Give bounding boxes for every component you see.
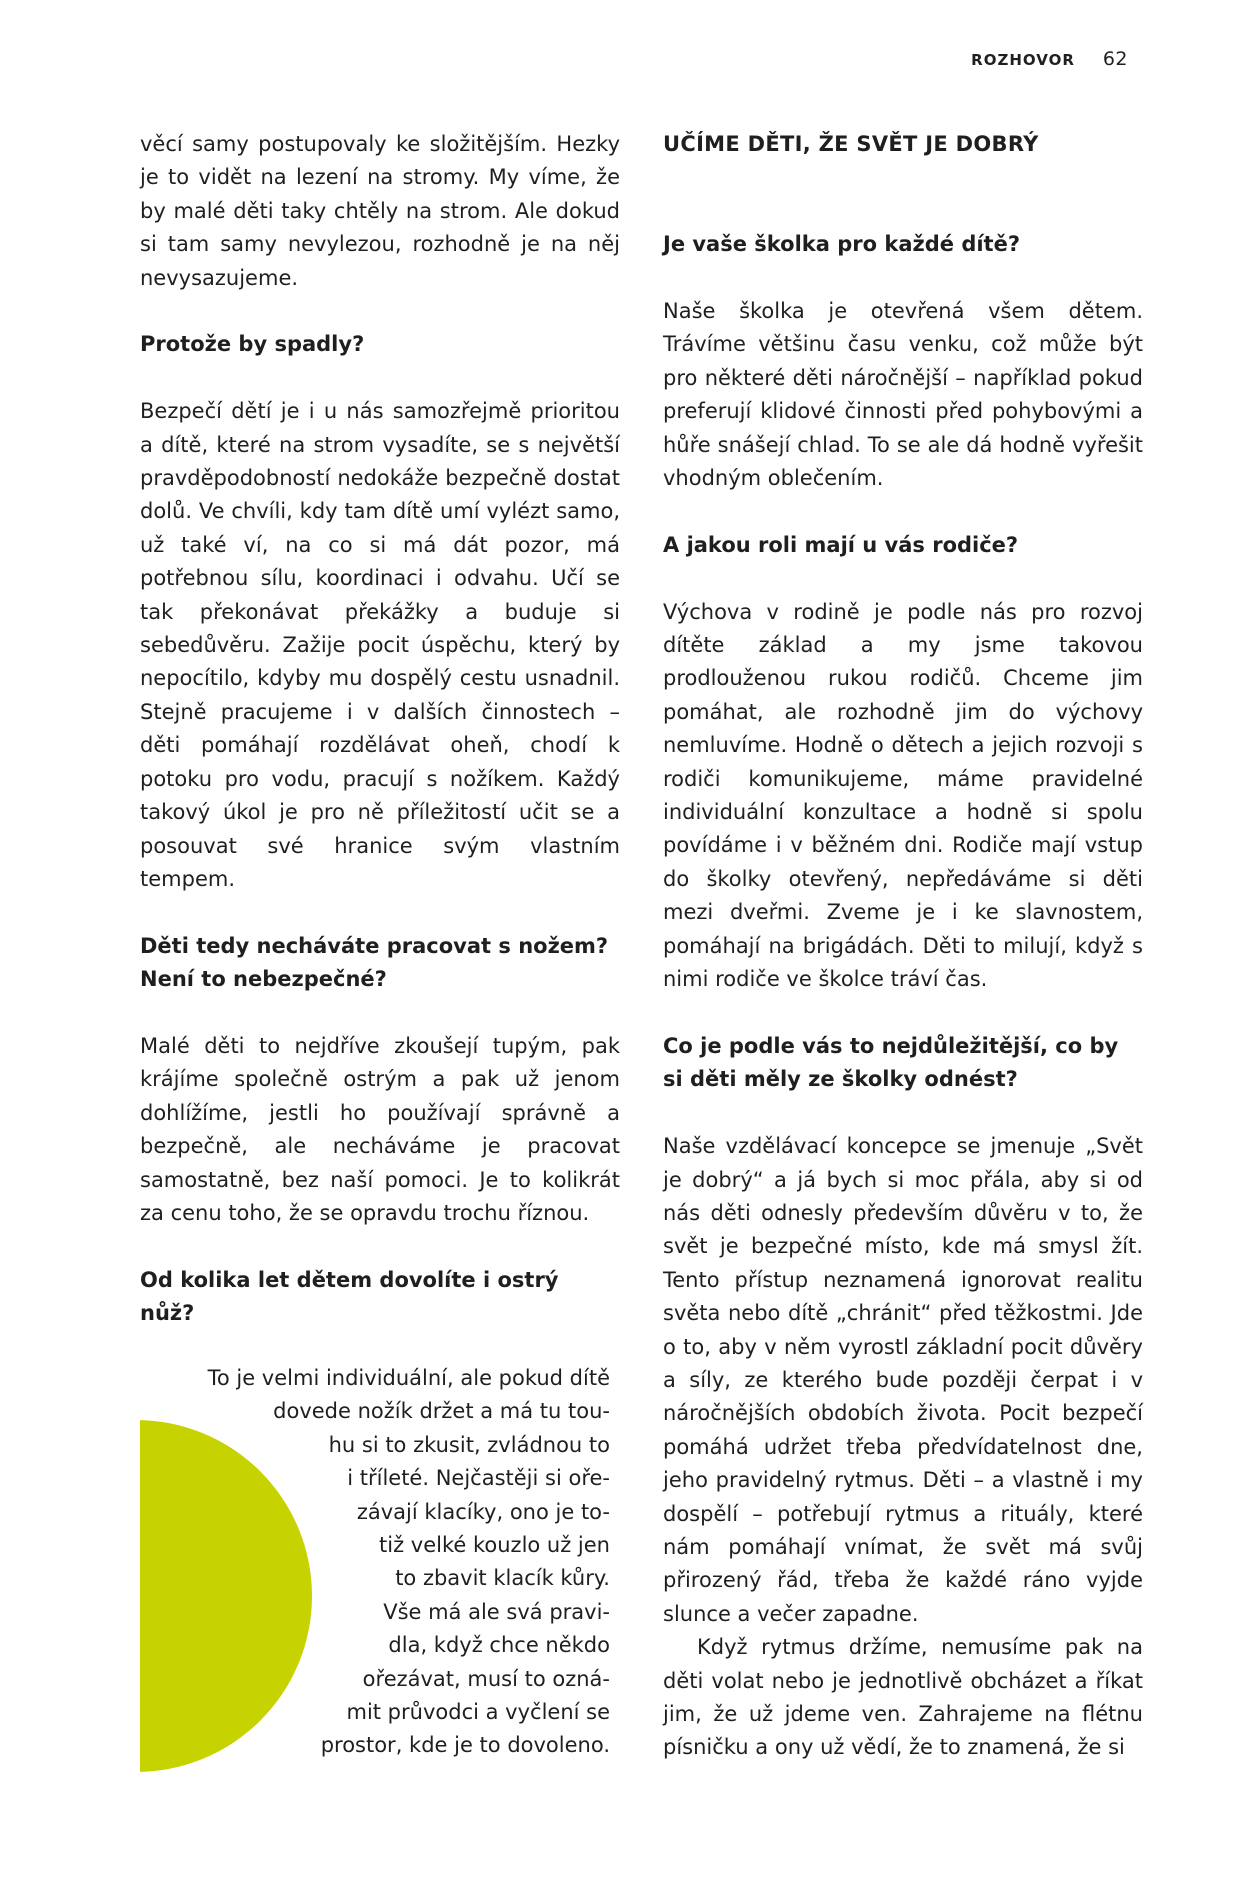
right-column	[663, 128, 1143, 1798]
question-heading: Od kolika let dětem dovolíte i ostrý nůž?	[140, 1267, 559, 1326]
page-number: 62	[1102, 48, 1128, 70]
paragraph: Výchova v rodině je podle nás pro rozvoj dítěte základ a my jsme takovou prodlouženou rukou rodičů. Chceme jim pomáhat, ale rozhodně jim do výchovy nemluvíme. Hodně o dětech a jejich rozvoji s rodiči komunikujeme, máme pravidelné individuální konzultace a hodně si spolu povídáme i v běžném dni. Rodiče mají vstup do školky otevřený, nepředáváme si děti mezi dveřmi. Zveme je i ke slavnostem, pomáhají na brigádách. Děti to milují, když s nimi rodiče ve školce tráví čas.	[663, 599, 1143, 992]
paragraph: Naše vzdělávací koncepce se jmenuje „Svět je dobrý“ a já bych si moc přála, aby si od nás děti odnesly především důvěru v to, že svět je bezpečné místo, kde má smysl žít. Tento přístup neznamená ignorovat realitu světa nebo dítě „chránit“ před těžkostmi. Jde o to, aby v něm vyrostl základní pocit důvěry a síly, ze kterého bude později čerpat i v náročnějších obdobích života. Pocit bezpečí pomáhá udržet třeba předvídatelnost dne, jeho pravidelný rytmus. Děti – a vlastně i my dospělí – potřebují rytmus a rituály, které nám pomáhají vnímat, že svět má svůj přirozený řád, třeba že každé ráno vyjde slunce a večer zapadne.	[663, 1134, 1143, 1626]
shaped-paragraph	[140, 1362, 610, 1763]
section-label: ROZHOVOR	[971, 51, 1075, 69]
paragraph: Naše školka je otevřená všem dětem. Trávíme většinu času venku, což může být pro některé děti náročnější – například pokud preferují klidové činnosti před pohybovými a hůře snášejí chlad. To se ale dá hodně vyřešit vhodným oblečením.	[663, 299, 1143, 491]
text-line: dovede nožík držet a má tu tou-	[273, 1399, 610, 1424]
text-line: Vše má ale svá pravi-	[383, 1599, 610, 1624]
paragraph: Malé děti to nejdříve zkoušejí tupým, pak krájíme společně ostrým a pak už jenom dohlížíme, jestli ho používají správně a bezpečně, ale necháváme je pracovat samostatně, bez naší pomoci. Je to kolikrát za cenu toho, že se opravdu trochu říznou.	[140, 1033, 620, 1225]
paragraph: věcí samy postupovaly ke složitějším. Hezky je to vidět na lezení na stromy. My víme, že by malé děti taky chtěly na strom. Ale dokud si tam samy nevylezou, rozhodně je na něj nevysazujeme.	[140, 132, 620, 290]
page-header	[971, 48, 1128, 70]
text-line: To je velmi individuální, ale pokud dítě	[207, 1366, 610, 1390]
text-line: mit průvodci a vyčlení se	[346, 1699, 610, 1724]
question-heading: Děti tedy necháváte pracovat s nožem? Není to nebezpečné?	[140, 933, 609, 992]
text-line: i tříleté. Nejčastěji si oře-	[347, 1466, 610, 1491]
question-heading: A jakou roli mají u vás rodiče?	[663, 532, 1019, 557]
paragraph: Když rytmus držíme, nemusíme pak na děti volat nebo je jednotlivě obcházet a říkat jim, že už jdeme ven. Zahrajeme na flétnu písničku a ony už vědí, že to znamená, že si	[663, 1635, 1143, 1760]
question-heading: Protože by spadly?	[140, 332, 365, 357]
text-line: prostor, kde je to dovoleno.	[320, 1733, 610, 1758]
left-column	[140, 128, 620, 1364]
text-line: hu si to zkusit, zvládnou to	[328, 1432, 610, 1457]
question-heading: Je vaše školka pro každé dítě?	[663, 232, 1021, 257]
circle-clip	[0, 1400, 140, 1820]
text-line: dla, když chce někdo	[388, 1633, 610, 1658]
question-heading: Co je podle vás to nejdůležitější, co by si děti měly ze školky odnést?	[663, 1033, 1119, 1092]
text-line: závají klacíky, ono je to-	[356, 1499, 610, 1524]
text-line: to zbavit klacík kůry.	[395, 1566, 610, 1591]
paragraph: Bezpečí dětí je i u nás samozřejmě prioritou a dítě, které na strom vysadíte, se s největší pravděpodobností nedokáže bezpečně dostat dolů. Ve chvíli, kdy tam dítě umí vylézt samo, už také ví, na co si má dát pozor, má potřebnou sílu, koordinaci i odvahu. Učí se tak překonávat překážky a buduje si sebedůvěru. Zažije pocit úspěchu, který by nepocítilo, kdyby mu dospělý cestu usnadnil. Stejně pracujeme i v dalších činnostech – děti pomáhají rozdělávat oheň, chodí k potoku pro vodu, pracují s nožíkem. Každý takový úkol je pro ně příležitostí učit se a posouvat své hranice svým vlastním tempem.	[140, 399, 620, 891]
text-line: tiž velké kouzlo už jen	[379, 1532, 610, 1557]
text-line: ořezávat, musí to ozná-	[362, 1666, 610, 1691]
section-heading: UČÍME DĚTI, ŽE SVĚT JE DOBRÝ	[663, 132, 1039, 156]
